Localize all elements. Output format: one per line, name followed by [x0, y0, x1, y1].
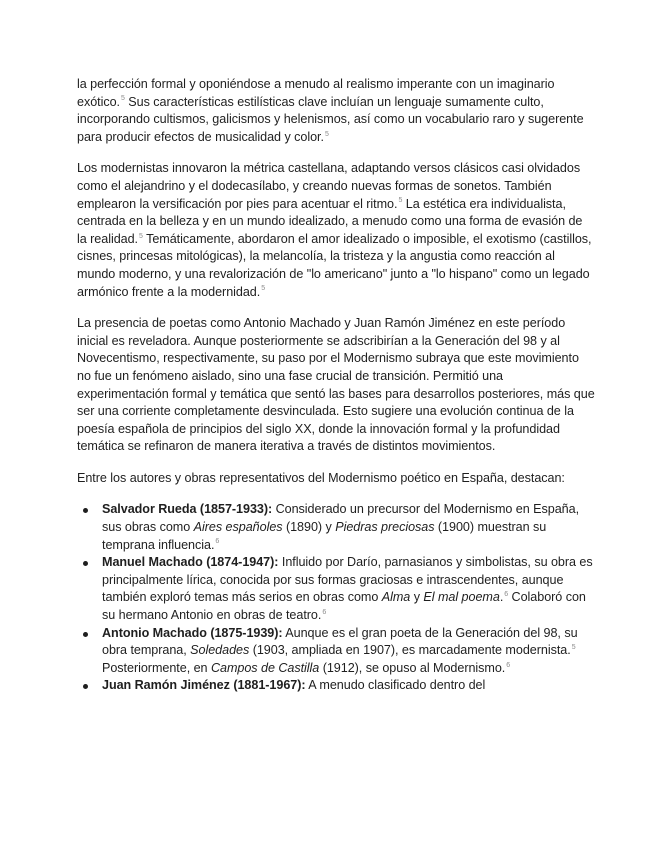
paragraph-machado-jimenez — [77, 315, 595, 456]
citation-marker[interactable]: 6 — [504, 591, 509, 599]
work-title: Alma — [381, 590, 411, 605]
author-name: Juan Ramón Jiménez (1881-1967): — [102, 678, 306, 693]
citation-marker[interactable]: 5 — [261, 285, 266, 293]
work-title: Piedras preciosas — [335, 520, 435, 535]
item-text: (1890) y — [282, 520, 336, 535]
citation-marker[interactable]: 6 — [506, 661, 511, 669]
list-item-salvador-rueda — [77, 501, 595, 554]
item-text: A menudo clasificado dentro del — [305, 678, 486, 693]
bullet-icon — [83, 684, 88, 689]
citation-marker[interactable]: 6 — [215, 538, 220, 546]
work-title: Campos de Castilla — [210, 660, 320, 675]
paragraph-text: La estética era individualista, centrada en la belleza y en un mundo idealizado, a menudo como una forma de evasión de la realidad. — [77, 196, 583, 246]
citation-marker[interactable]: 5 — [324, 130, 329, 138]
work-title: Soledades — [190, 643, 250, 658]
paragraph-text: la perfección formal y oponiéndose a menudo al realismo imperante con un imaginario exótico. — [77, 77, 555, 109]
item-text: Posteriormente, en — [102, 660, 211, 675]
item-text: Considerado un precursor del Modernismo en España, sus obras como — [102, 502, 580, 535]
citation-marker[interactable]: 6 — [322, 608, 327, 616]
item-text: Colaboró con su hermano Antonio en obras de teatro. — [102, 590, 586, 623]
paragraph-metrica — [77, 160, 595, 301]
paragraph-text: Los modernistas innovaron la métrica castellana, adaptando versos clásicos casi olvidados como el alejandrino y el dodecasílabo, y creando nuevas formas de sonetos. También emplearon la versificación por pies para acentuar el ritmo. — [77, 161, 581, 211]
item-text: (1912), se opuso al Modernismo. — [319, 660, 506, 675]
list-item-antonio-machado — [77, 625, 595, 678]
paragraph-text: La presencia de poetas como Antonio Machado y Juan Ramón Jiménez en este período inicial es reveladora. Aunque posteriormente se adscribirían a la Generación del 98 y al Novecentismo, respectivamente, su paso por el Modernismo subraya que este movimiento no fue un fenómeno aislado, sino una fase crucial de transición. Permitió una experimentación formal y temática que sentó las bases para desarrollos posteriores, más que ser una corriente completamente desvinculada. Esto sugiere una evolución continua de la poesía española de principios del siglo XX, donde la innovación formal y la profundidad temática se refinaron de manera iterativa a través de distintos movimientos. — [77, 316, 595, 454]
authors-list — [77, 501, 595, 695]
citation-marker[interactable]: 5 — [139, 232, 143, 240]
item-text: (1903, ampliada en 1907), es marcadamente modernista. — [249, 643, 571, 658]
item-text: Influido por Darío, parnasianos y simbolistas, su obra es principalmente lírica, conocida por sus formas graciosas e intrascendentes, aunque también exploró temas más serios en obras como — [102, 555, 593, 605]
paragraph-perfeccion-formal — [77, 76, 595, 146]
item-text: . — [499, 590, 504, 605]
author-name: Antonio Machado (1875-1939): — [102, 625, 283, 640]
work-title: El mal poema — [423, 590, 500, 605]
bullet-icon — [83, 632, 88, 637]
paragraph-text: Sus características estilísticas clave incluían un lenguaje sumamente culto, incorporando cultismos, galicismos y helenismos, así como un vocabulario raro y sugerente para producir efectos de musicalidad y color. — [77, 94, 584, 144]
bullet-icon — [83, 561, 88, 566]
bullet-icon — [83, 508, 88, 513]
paragraph-text: Temáticamente, abordaron el amor idealizado o imposible, el exotismo (castillos, cisnes, princesas mitológicas), la melancolía, la tristeza y la angustia como reacción al mundo moderno, y una revalorización de "lo americano" junto a "lo hispano" como un legado armónico frente a la modernidad. — [77, 231, 592, 299]
list-item-juan-ramon-jimenez — [77, 677, 595, 695]
paragraph-autores-intro — [77, 470, 595, 488]
item-text: y — [410, 590, 424, 605]
citation-marker[interactable]: 5 — [571, 644, 576, 652]
list-item-manuel-machado — [77, 554, 595, 624]
author-name: Manuel Machado (1874-1947): — [102, 555, 279, 570]
item-text: (1900) muestran su temprana influencia. — [102, 520, 547, 552]
paragraph-text: Entre los autores y obras representativos del Modernismo poético en España, destacan: — [77, 470, 565, 485]
author-name: Salvador Rueda (1857-1933): — [102, 502, 273, 517]
citation-marker[interactable]: 5 — [121, 95, 125, 103]
citation-marker[interactable]: 5 — [398, 197, 403, 205]
work-title: Aires españoles — [193, 520, 283, 535]
item-text: Aunque es el gran poeta de la Generación del 98, su obra temprana, — [102, 625, 578, 658]
